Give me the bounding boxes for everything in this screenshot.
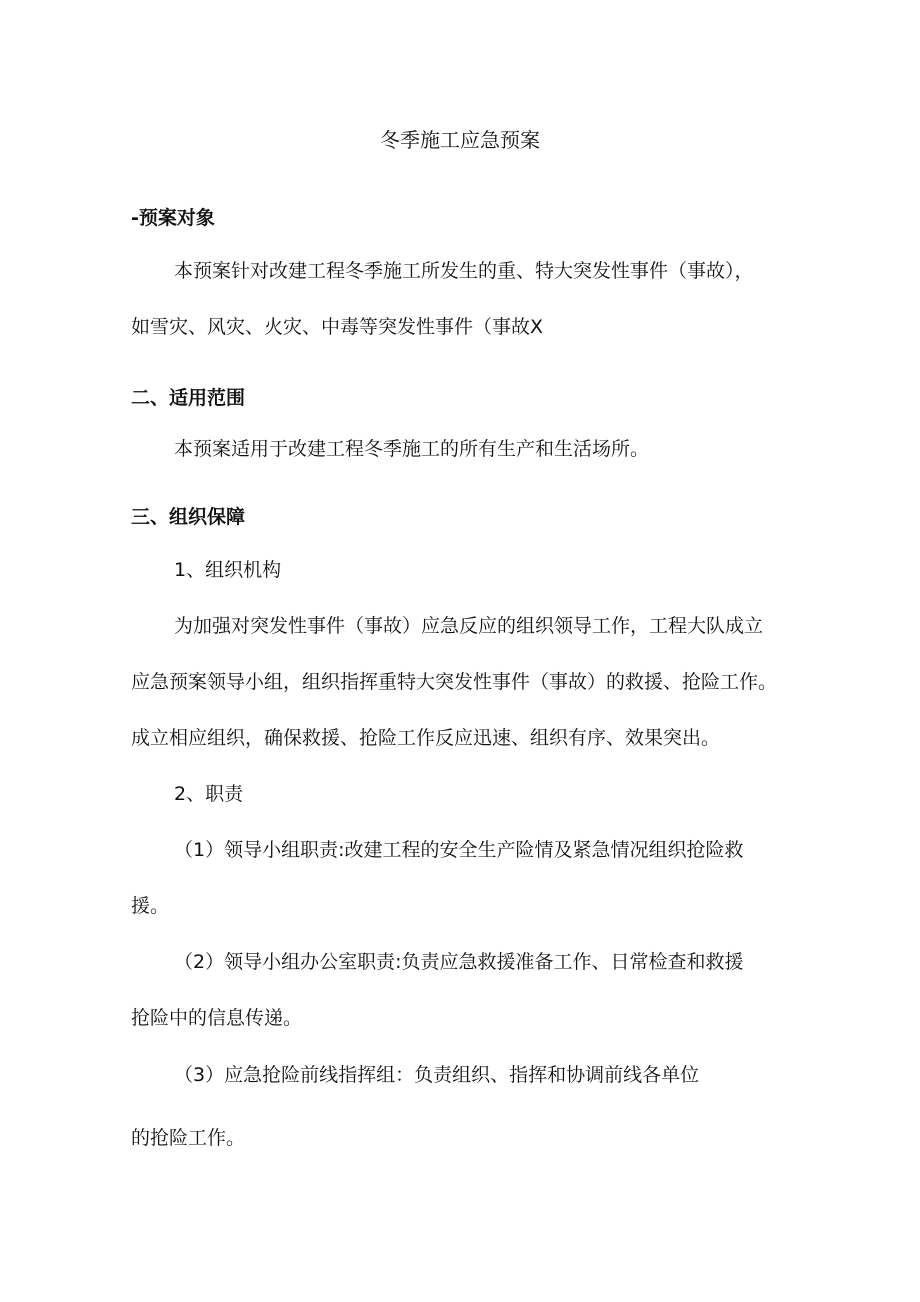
subsection-heading-structure: 1、组织机构	[174, 559, 282, 581]
section-heading-applicability: 二、适用范围	[131, 387, 246, 409]
paragraph-line: 抢险中的信息传递。	[131, 1007, 303, 1029]
duty-item-frontline-command: （3）应急抢险前线指挥组：负责组织、指挥和协调前线各单位	[174, 1064, 700, 1086]
paragraph-line: 成立相应组织，确保救援、抢险工作反应迅速、组织有序、效果突出。	[131, 727, 721, 749]
paragraph-line: 的抢险工作。	[131, 1127, 246, 1149]
paragraph-line: 援。	[131, 895, 170, 917]
document-title: 冬季施工应急预案	[380, 128, 540, 152]
duty-item-office: （2）领导小组办公室职责:负责应急救援准备工作、日常检查和救援	[174, 951, 744, 973]
paragraph-line: 本预案针对改建工程冬季施工所发生的重、特大突发性事件（事故），	[174, 260, 754, 282]
duty-item-leading-group: （1）领导小组职责:改建工程的安全生产险情及紧急情况组织抢险救	[174, 839, 744, 861]
paragraph-line: 为加强对突发性事件（事故）应急反应的组织领导工作，工程大队成立	[174, 615, 764, 637]
section-heading-scope: -预案对象	[131, 207, 215, 229]
paragraph-line: 应急预案领导小组，组织指挥重特大突发性事件（事故）的救援、抢险工作。	[131, 671, 778, 693]
subsection-heading-duties: 2、职责	[174, 783, 244, 805]
paragraph-line: 如雪灾、风灾、火灾、中毒等突发性事件（事故X	[131, 316, 544, 338]
section-heading-organization: 三、组织保障	[131, 506, 246, 528]
paragraph-line: 本预案适用于改建工程冬季施工的所有生产和生活场所。	[174, 438, 650, 460]
